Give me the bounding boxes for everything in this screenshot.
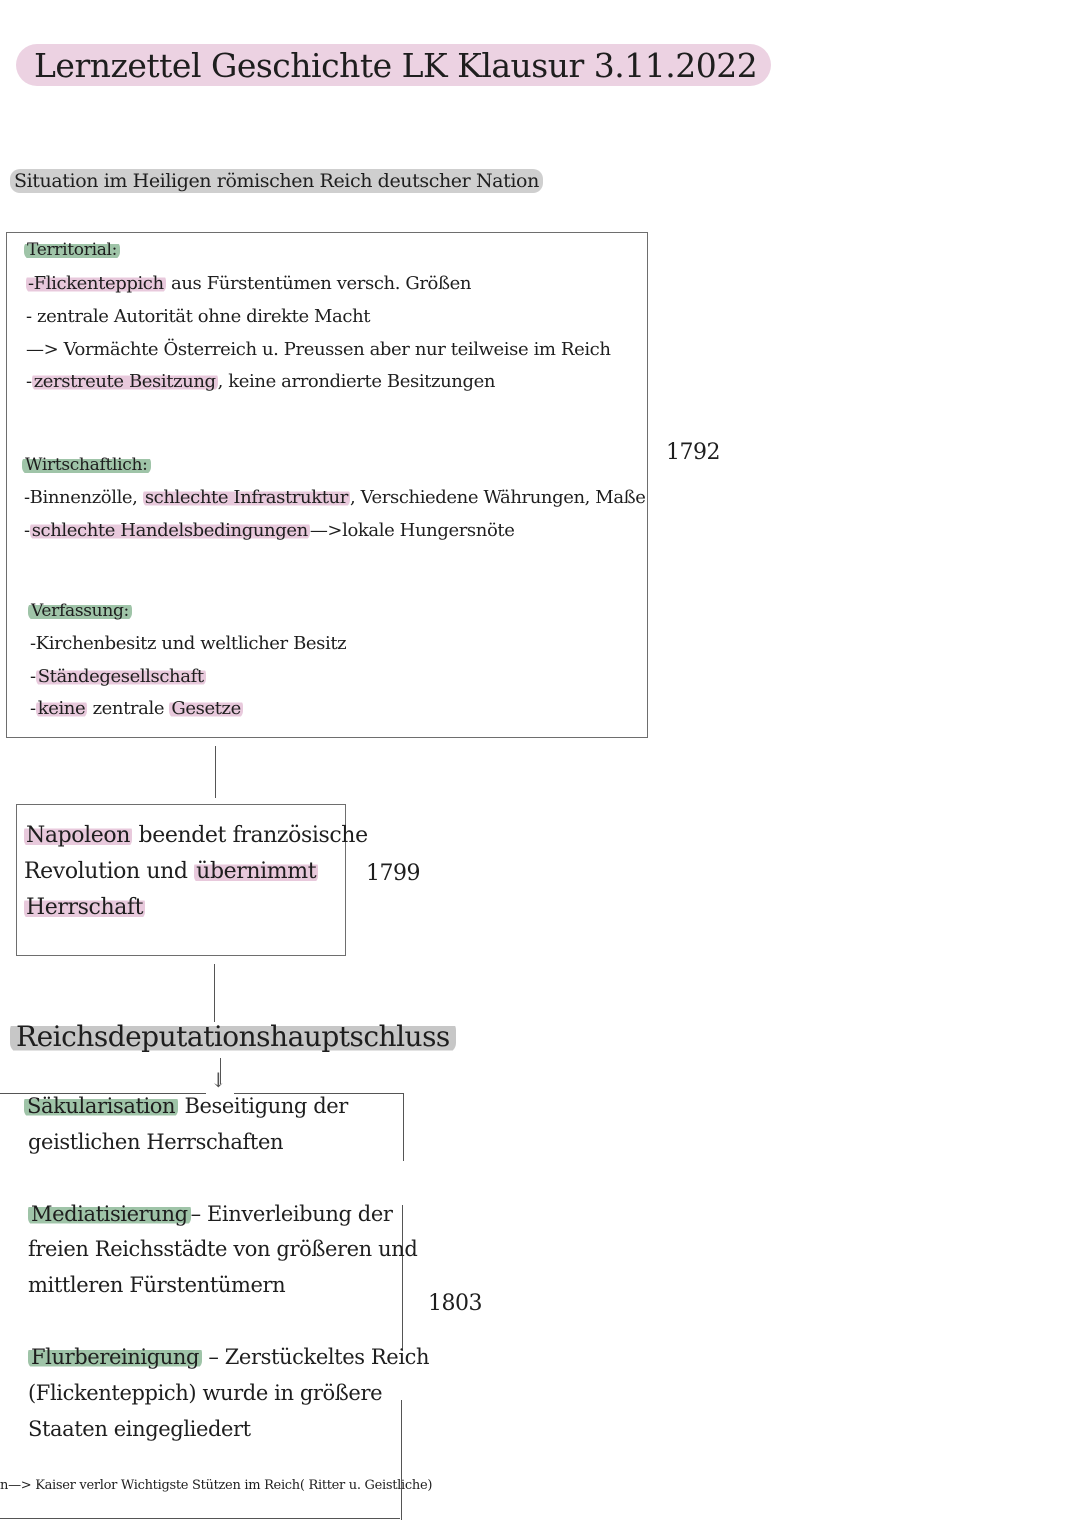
down-arrow-icon: ↓ [210, 1068, 227, 1092]
frame-line [401, 1400, 402, 1520]
napoleon-line-2: Revolution und übernimmt [24, 859, 317, 884]
territorial-line-4: - zerstreute Besitzung , keine arrondierte Besitzungen [26, 371, 496, 392]
flurbereinigung-line-1: Flurbereinigung – Zerstückeltes Reich [28, 1345, 429, 1369]
verfassung-line-3: - keine zentrale Gesetze [30, 698, 241, 719]
section-heading-text: Situation im Heiligen römischen Reich deutscher Nation [10, 169, 543, 193]
frame-line [0, 1518, 400, 1519]
frame-line [403, 1093, 404, 1161]
territorial-line-3: —> Vormächte Österreich u. Preussen aber nur teilweise im Reich [26, 339, 611, 360]
wirtschaft-line-2: - schlechte Handelsbedingungen —>lokale Hungersnöte [24, 520, 515, 541]
flurbereinigung-line-3: Staaten eingegliedert [28, 1417, 251, 1441]
verfassung-heading: Verfassung: [28, 601, 132, 621]
page-title: Lernzettel Geschichte LK Klausur 3.11.2022 [16, 44, 771, 86]
year-1792: 1792 [666, 440, 720, 465]
napoleon-line-3: Herrschaft [26, 895, 144, 920]
flurbereinigung-line-2: (Flickenteppich) wurde in größere [28, 1381, 383, 1405]
territorial-line-1: -Flickenteppich aus Fürstentümen versch. Größen [28, 273, 472, 294]
mediatisierung-line-2: freien Reichsstädte von größeren und [28, 1237, 418, 1261]
napoleon-line-1: Napoleon beendet französische [26, 823, 368, 848]
connector-line [215, 746, 216, 798]
year-1803: 1803 [428, 1291, 482, 1316]
wirtschaft-heading: Wirtschaftlich: [22, 455, 151, 475]
rdh-heading: Reichsdeputationshauptschluss [10, 1020, 456, 1053]
territorial-heading: Territorial: [24, 240, 120, 260]
napoleon-text [24, 818, 368, 926]
territorial-line-2: - zentrale Autorität ohne direkte Macht [26, 306, 371, 327]
section-heading [10, 170, 543, 192]
saekularisation-line-2: geistlichen Herrschaften [28, 1130, 284, 1154]
mediatisierung-line-1: Mediatisierung – Einverleibung der [28, 1202, 392, 1226]
year-1799: 1799 [366, 861, 420, 886]
verfassung-line-1: -Kirchenbesitz und weltlicher Besitz [30, 633, 347, 654]
saekularisation-line-1: Säkularisation Beseitigung der [24, 1094, 348, 1118]
frame-line [402, 1205, 403, 1351]
verfassung-line-2: - Ständegesellschaft [30, 666, 204, 687]
connector-line [214, 964, 215, 1022]
mediatisierung-line-3: mittleren Fürstentümern [28, 1273, 286, 1297]
wirtschaft-line-1: -Binnenzölle, schlechte Infrastruktur , Verschiedene Währungen, Maße [24, 487, 646, 508]
footnote: n—> Kaiser verlor Wichtigste Stützen im Reich( Ritter u. Geistliche) [0, 1478, 433, 1493]
